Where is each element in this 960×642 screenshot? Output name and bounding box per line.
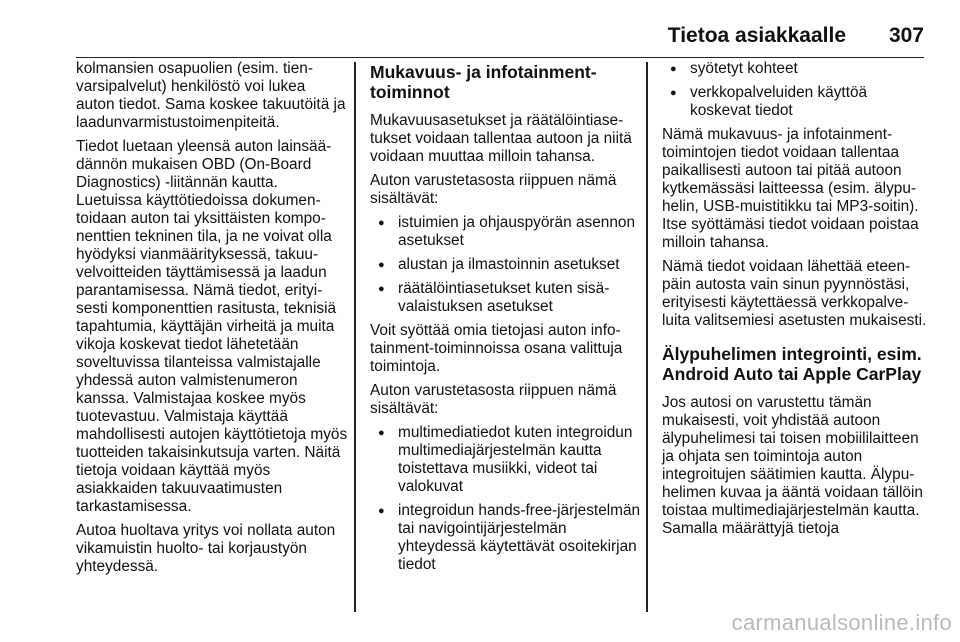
text-column-3 — [662, 60, 928, 544]
watermark: carmanualsonline.info — [731, 610, 952, 635]
column-divider — [354, 62, 356, 612]
paragraph: Voit syöttää omia tietojasi auton infotainment-toiminnoissa osana valittuja toimintoja. — [370, 322, 623, 375]
column-divider — [646, 62, 648, 612]
paragraph: Nämä tiedot voidaan lähettää eteenpäin autosta vain sinun pyynnöstäsi, erityisesti käytettäessä verkkopalveluita valitsemiesi asetusten mukaisesti. — [662, 258, 927, 329]
paragraph: Tiedot luetaan yleensä auton lainsäädännön mukaisen OBD (On-Board Diagnostics) -liitännän kautta. Luetuissa käyttötiedoissa dokumentoidaan auton tai yksittäisten komponenttien tekninen tila, ja ne voivat olla hyödyksi vianmäärityksessä, takuuvelvoitteiden täyttämisessä ja laadun parantamisessa. Nämä tiedot, erityisesti komponenttien rasitusta, teknisiä tapahtumia, käyttäjän virheitä ja muita vikoja koskevat tiedot lähetetään soveltuvissa tilanteissa valmistajalle yhdessä auton valmistenumeron kanssa. Valmistajaa koskee myös tuotevastuu. Valmistaja käyttää mahdollisesti autojen käyttötietoja myös tuotteiden takaisinkutsuja varten. Näitä tietoja voidaan käyttää myös asiakkaiden takuuvaatimusten tarkastamisessa. — [76, 138, 348, 515]
list-item: ● verkkopalveluiden käyttöä koskevat tiedot — [662, 84, 928, 120]
bullet-list — [662, 60, 928, 120]
text-column-1 — [76, 60, 348, 582]
bullet-list — [370, 214, 642, 316]
text-column-2 — [370, 60, 642, 580]
paragraph: Jos autosi on varustettu tämän mukaisesti, voit yhdistää autoon älypuhelimesi tai toisen mobiililaitteen ja ohjata sen toimintoja auton integroitujen säätimien kautta. Älypuhelimen kuvaa ja ääntä voidaan tällöin toistaa multimediajärjestelmän kautta. Samalla määrättyjä tietoja — [662, 394, 923, 537]
list-item: ● syötetyt kohteet — [662, 60, 928, 78]
paragraph: Auton varustetasosta riippuen nämä sisältävät: — [370, 382, 617, 417]
list-item: ● istuimien ja ohjauspyörän asennon asetukset — [370, 214, 642, 250]
list-item: ● multimediatiedot kuten integroidun multimediajärjestelmän kautta toistettava musiikki, videot tai valokuvat — [370, 424, 642, 496]
bullet-list — [370, 424, 642, 574]
list-item: ● alustan ja ilmastoinnin asetukset — [370, 256, 642, 274]
paragraph: Autoa huoltava yritys voi nollata auton vikamuistin huolto- tai korjaustyön yhteydessä. — [76, 522, 336, 575]
section-heading: Mukavuus- ja infotainmenttoiminnot — [370, 62, 597, 102]
list-item: ● räätälöintiasetukset kuten sisävalaistuksen asetukset — [370, 280, 642, 316]
page-title: Tietoa asiakkaalle — [667, 24, 846, 47]
paragraph: kolmansien osapuolien (esim. tienvarsipalvelut) henkilöstö voi lukea auton tiedot. Sama koskee takuutöitä ja laadunvarmistustoimenpiteitä. — [76, 60, 346, 131]
section-heading: Älypuhelimen integrointi, esim. Android Auto tai Apple CarPlay — [662, 344, 922, 384]
page-number: 307 — [888, 24, 924, 47]
paragraph: Mukavuusasetukset ja räätälöintiasetukset voidaan tallentaa autoon ja niitä voidaan muuttaa milloin tahansa. — [370, 112, 632, 165]
paragraph: Nämä mukavuus- ja infotainmenttoimintojen tiedot voidaan tallentaa paikallisesti autoon tai pitää autoon kytkemässäsi laitteessa (esim. älypuhelin, USB-muistitikku tai MP3-soitin). Itse syöttämäsi tiedot voidaan poistaa milloin tahansa. — [662, 126, 919, 251]
page-header — [76, 22, 924, 58]
paragraph: Auton varustetasosta riippuen nämä sisältävät: — [370, 172, 617, 207]
list-item: ● integroidun hands-free-järjestelmän tai navigointijärjestelmän yhteydessä käytettävät osoitekirjan tiedot — [370, 502, 642, 574]
